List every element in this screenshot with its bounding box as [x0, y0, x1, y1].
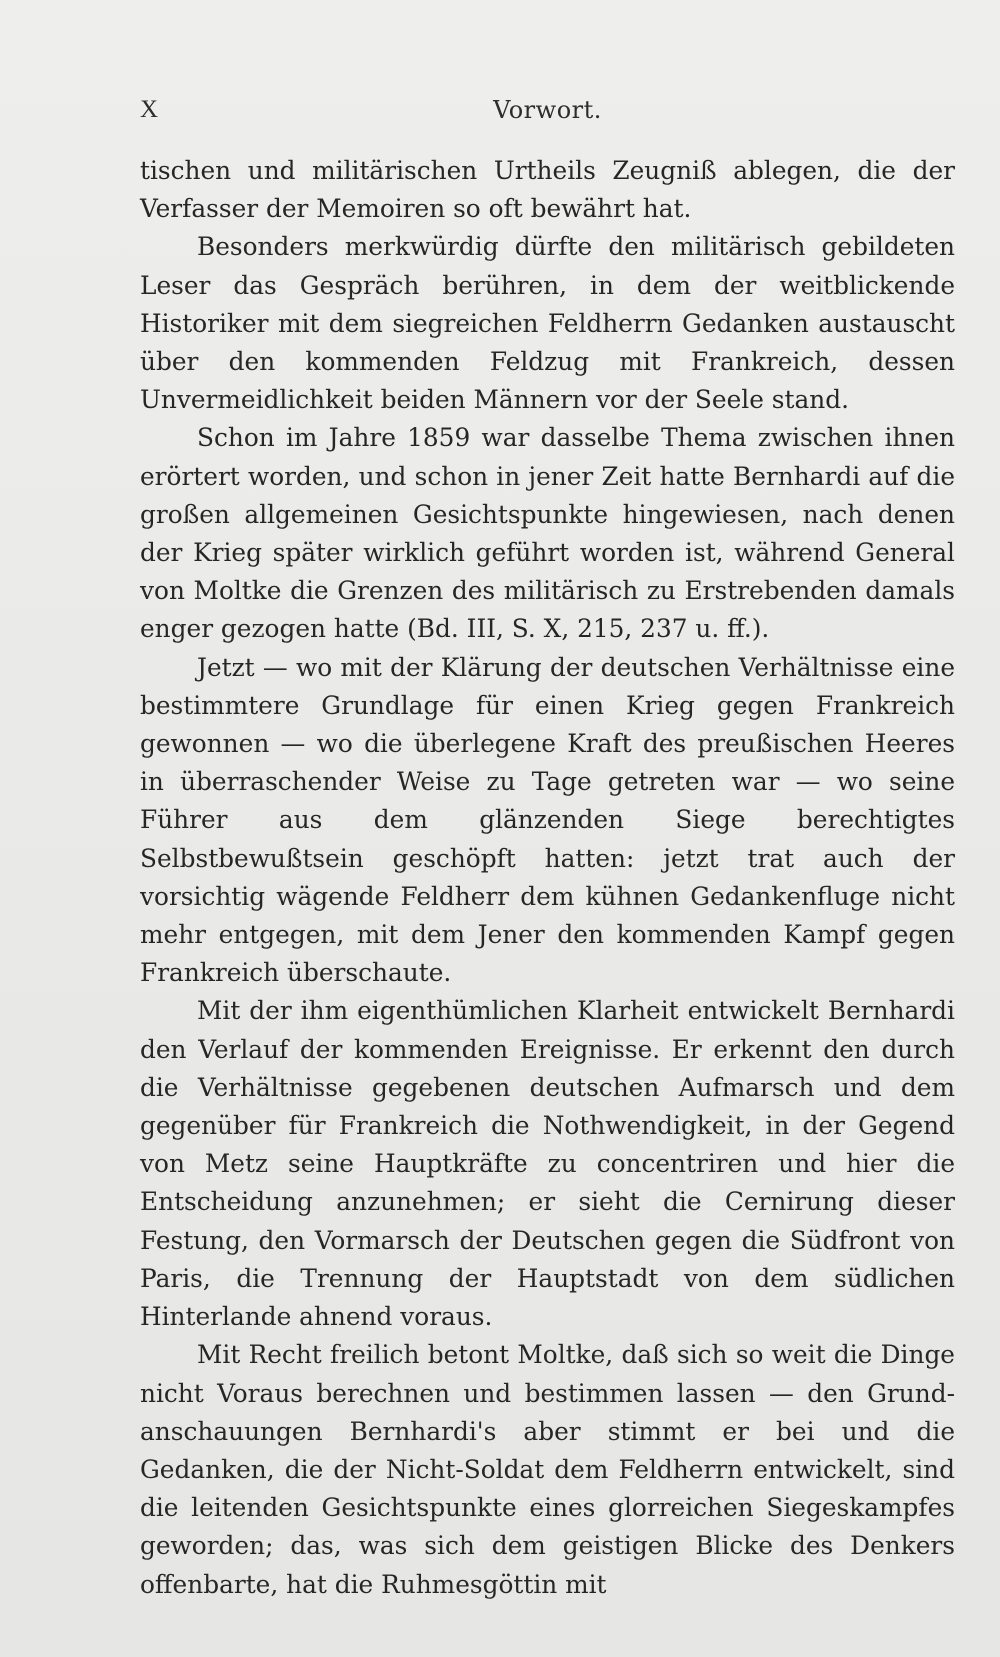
paragraph-4: Jetzt — wo mit der Klärung der deutschen Verhältnisse eine bestimmtere Grundlage für einen Krieg gegen Frankreich gewonnen — wo die überlegene Kraft des preußischen Heeres in überraschender Weise zu Tage getreten war — wo seine Führer aus dem glänzenden Siege berechtigtes Selbstbewußtsein geschöpft hatten: jetzt trat auch der vorsichtig wägende Feldherr dem kühnen Gedankenfluge nicht mehr entgegen, mit dem Jener den kommenden Kampf gegen Frankreich überschaute. [140, 652, 955, 988]
paragraph-3: Schon im Jahre 1859 war dasselbe Thema zwischen ihnen erörtert worden, und schon in jener Zeit hatte Bernhardi auf die großen allgemeinen Gesichtspunkte hingewiesen, nach denen der Krieg später wirklich geführt worden ist, während General von Moltke die Grenzen des militärisch zu Erstrebenden damals enger gezogen hatte (Bd. III, S. X, 215, 237 u. ff.). [140, 423, 955, 644]
running-head [140, 96, 955, 136]
running-title: Vorwort. [493, 96, 602, 124]
paragraph-2: Besonders merkwürdig dürfte den militärisch gebildeten Leser das Gespräch berühren, in dem der weitblickende Historiker mit dem siegreichen Feldherrn Gedanken austauscht über den kommenden Feldzug mit Frankreich, dessen Unvermeidlichkeit beiden Männern vor der Seele stand. [140, 232, 955, 415]
body-text [140, 152, 955, 1604]
page-number: X [140, 96, 160, 123]
paragraph-6: Mit Recht freilich betont Moltke, daß sich so weit die Dinge nicht Voraus berechnen und bestimmen lassen — den Grundanschauungen Bernhardi's aber stimmt er bei und die Gedanken, die der Nicht-Soldat dem Feldherrn entwickelt, sind die leitenden Gesichtspunkte eines glorreichen Siegeskampfes geworden; das, was sich dem geistigen Blicke des Denkers offenbarte, hat die Ruhmesgöttin mit [140, 1340, 955, 1599]
paragraph-5: Mit der ihm eigenthümlichen Klarheit entwickelt Bernhardi den Verlauf der kommenden Ereignisse. Er erkennt den durch die Verhältnisse gegebenen deutschen Aufmarsch und dem gegenüber für Frankreich die Nothwendigkeit, in der Gegend von Metz seine Hauptkräfte zu concentriren und hier die Entscheidung anzunehmen; er sieht die Cernirung dieser Festung, den Vormarsch der Deutschen gegen die Südfront von Paris, die Trennung der Hauptstadt von dem südlichen Hinterlande ahnend voraus. [140, 996, 955, 1332]
paragraph-1: tischen und militärischen Urtheils Zeugniß ablegen, die der Verfasser der Memoiren so oft bewährt hat. [140, 156, 955, 224]
